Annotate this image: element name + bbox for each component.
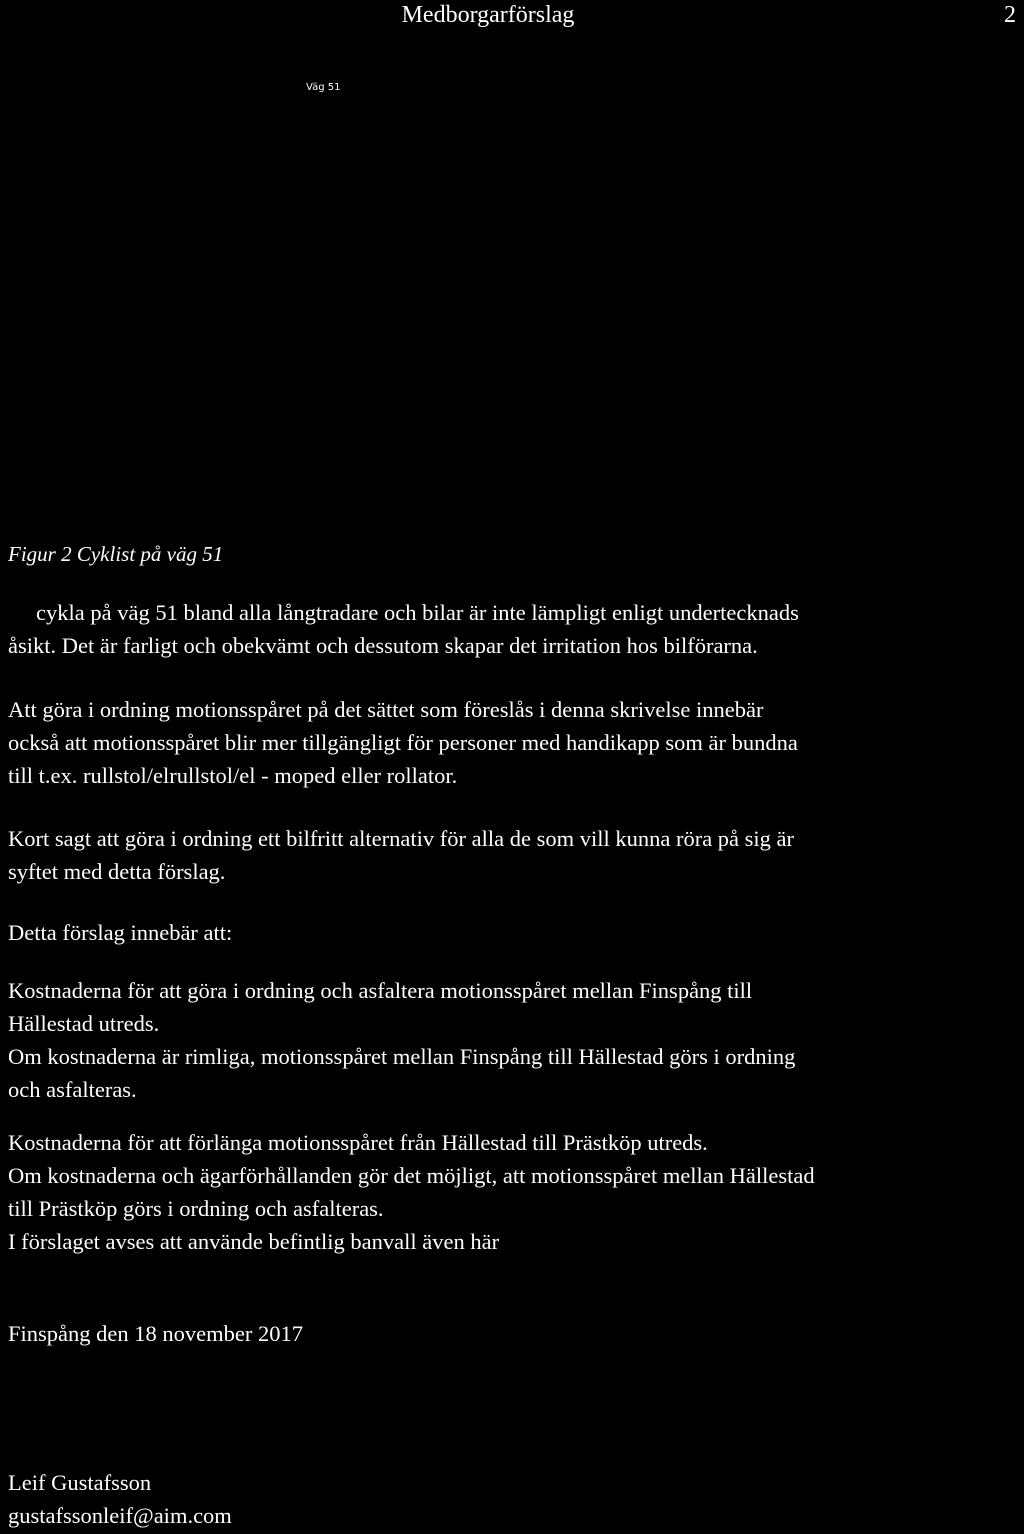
paragraph-proposal-intro <box>8 916 1020 949</box>
figure-label: Väg 51 <box>306 82 341 93</box>
paragraph-accessibility <box>8 693 1020 792</box>
text-line: till t.ex. rullstol/elrullstol/el - moped eller rollator. <box>8 763 458 788</box>
text-line: syftet med detta förslag. <box>8 859 226 884</box>
signer-name: Leif Gustafsson <box>8 1470 152 1495</box>
paragraph-proposal-1 <box>8 974 1020 1106</box>
text-line: Detta förslag innebär att: <box>8 920 233 945</box>
text-line: och asfalteras. <box>8 1077 137 1102</box>
paragraph-cycling <box>8 596 1024 629</box>
place-date <box>8 1317 1020 1350</box>
signer-email: gustafssonleif@aim.com <box>8 1503 232 1528</box>
text-line: Kort sagt att göra i ordning ett bilfritt alternativ för alla de som vill kunna röra på sig är <box>8 826 795 851</box>
paragraph-proposal-2 <box>8 1126 1020 1258</box>
text-line: åsikt. Det är farligt och obekvämt och dessutom skapar det irritation hos bilförarna. <box>8 633 758 658</box>
text-line: I förslaget avses att använde befintlig banvall även här <box>8 1229 500 1254</box>
text-line: till Prästköp görs i ordning och asfalteras. <box>8 1196 384 1221</box>
page-number: 2 <box>1004 2 1016 28</box>
text-line: Kostnaderna för att förlänga motionsspåret från Hällestad till Prästköp utreds. <box>8 1130 708 1155</box>
document-title: Medborgarförslag <box>401 2 575 28</box>
paragraph-purpose <box>8 822 1020 888</box>
text-line: Finspång den 18 november 2017 <box>8 1321 303 1346</box>
figure-photo <box>0 70 1024 520</box>
text-line: Om kostnaderna och ägarförhållanden gör det möjligt, att motionsspåret mellan Hällestad <box>8 1163 815 1188</box>
text-line: Om kostnaderna är rimliga, motionsspåret mellan Finspång till Hällestad görs i ordning <box>8 1044 796 1069</box>
text-line: Kostnaderna för att göra i ordning och asfaltera motionsspåret mellan Finspång till <box>8 978 753 1003</box>
paragraph-cycling-cont <box>8 629 1020 662</box>
text-line: Att göra i ordning motionsspåret på det sättet som föreslås i denna skrivelse innebär <box>8 697 764 722</box>
text-line: också att motionsspåret blir mer tillgängligt för personer med handikapp som är bundna <box>8 730 798 755</box>
text-line: cykla på väg 51 bland alla långtradare och bilar är inte lämpligt enligt undertecknads <box>36 600 799 625</box>
text-line: Hällestad utreds. <box>8 1011 160 1036</box>
figure-caption: Figur 2 Cyklist på väg 51 <box>8 542 224 566</box>
